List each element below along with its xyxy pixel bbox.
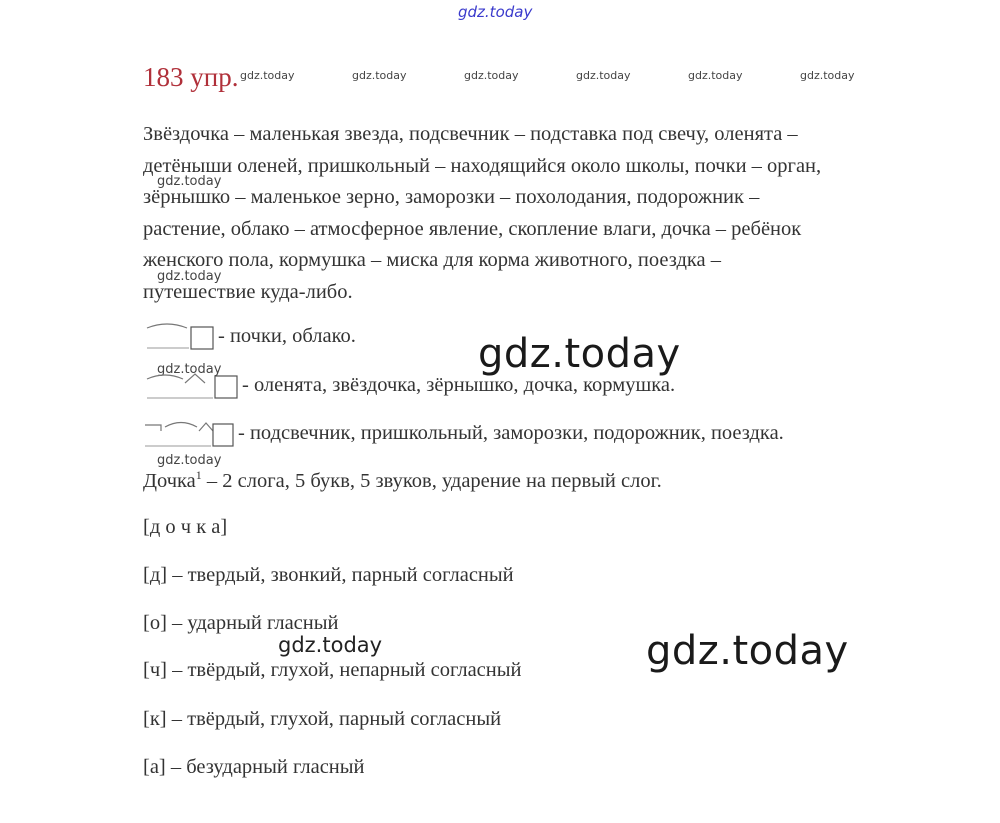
watermark-large: gdz.today — [646, 628, 849, 674]
definitions-paragraph — [143, 119, 943, 308]
sound-line: [о] – ударный гласный — [143, 612, 339, 634]
definition-line: растение, облако – атмосферное явление, скопление влаги, дочка – ребёнок — [143, 217, 802, 240]
watermark: gdz.today — [800, 69, 855, 82]
watermark: gdz.today — [157, 269, 222, 284]
watermark: gdz.today — [157, 453, 222, 468]
watermark: gdz.today — [157, 174, 222, 189]
analysis-summary — [143, 468, 662, 493]
morpheme-scheme-icon — [143, 322, 219, 352]
scheme-words: - почки, облако. — [218, 325, 356, 347]
scheme-root-suffix-ending — [143, 371, 943, 401]
footnote-mark: 1 — [195, 468, 202, 482]
definition-line: Звёздочка – маленькая звезда, подсвечник – подставка под свечу, оленята – — [143, 123, 798, 145]
morpheme-scheme-icon — [143, 419, 239, 449]
watermark: gdz.today — [688, 69, 743, 82]
watermark: gdz.today — [240, 69, 295, 82]
watermark: gdz.today — [352, 69, 407, 82]
sound-line: [д] – твердый, звонкий, парный согласный — [143, 564, 514, 586]
watermark: gdz.today — [464, 69, 519, 82]
watermark-top: gdz.today — [458, 3, 533, 21]
watermark: gdz.today — [576, 69, 631, 82]
watermark: gdz.today — [157, 362, 222, 377]
watermark-medium: gdz.today — [278, 633, 383, 657]
sound-line: [а] – безударный гласный — [143, 756, 365, 778]
definition-line: путешествие куда-либо. — [143, 280, 353, 303]
definition-line: зёрнышко – маленькое зерно, заморозки – похолодания, подорожник – — [143, 186, 760, 208]
scheme-root-ending — [143, 322, 943, 352]
analysis-summary-text: – 2 слога, 5 букв, 5 звуков, ударение на первый слог. — [206, 469, 662, 492]
sound-line: [ч] – твёрдый, глухой, непарный согласный — [143, 659, 522, 681]
scheme-words: - подсвечник, пришкольный, заморозки, подорожник, поездка. — [238, 422, 784, 444]
transcription: [д о ч к а] — [143, 516, 228, 538]
definition-line: детёныши оленей, пришкольный – находящийся около школы, почки – орган, — [143, 154, 822, 177]
scheme-prefix-root-suffix-ending — [143, 419, 943, 449]
scheme-words: - оленята, звёздочка, зёрнышко, дочка, кормушка. — [242, 374, 676, 396]
watermark-large: gdz.today — [478, 331, 681, 377]
definition-line: женского пола, кормушка – миска для корма животного, поездка – — [143, 249, 722, 271]
morpheme-scheme-icon — [143, 371, 243, 401]
sound-line: [к] – твёрдый, глухой, парный согласный — [143, 708, 502, 730]
analysis-word: Дочка — [143, 469, 196, 492]
exercise-title: 183 упр. — [143, 62, 239, 92]
